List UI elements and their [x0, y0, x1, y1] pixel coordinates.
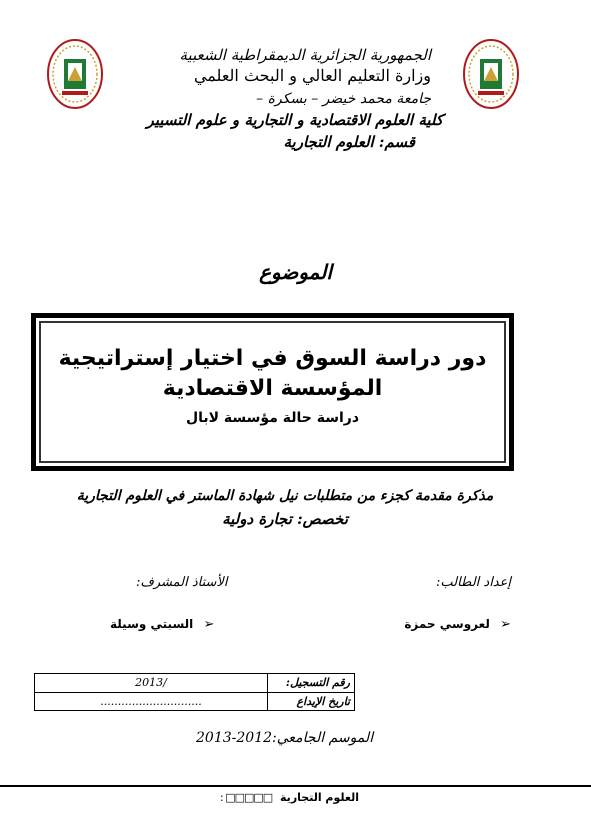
faculty-heading: كلية العلوم الاقتصادية و التجارية و علوم التسيير	[146, 111, 443, 129]
registration-table	[34, 673, 355, 711]
academic-season: الموسم الجامعي:2012-2013	[196, 730, 374, 746]
footer-divider	[0, 785, 591, 787]
registration-number-value: 2013/	[35, 674, 268, 693]
footer-placeholder-boxes: □□□□□ :	[220, 791, 273, 804]
supervisor-name-row	[110, 617, 214, 632]
thesis-title-box	[31, 313, 514, 471]
thesis-title-line1: دور دراسة السوق في اختيار إستراتيجية	[58, 346, 487, 371]
department-heading: قسم: العلوم التجارية	[283, 133, 415, 151]
table-row	[35, 674, 355, 693]
university-heading: جامعة محمد خيضر – بسكرة –	[256, 91, 431, 107]
university-logo-left	[46, 37, 104, 111]
specialty-line: تخصص: تجارة دولية	[222, 510, 348, 528]
prepared-by-label: إعداد الطالب:	[435, 575, 511, 590]
supervisor-name: السبتي وسيلة	[110, 617, 194, 631]
thesis-title-line2: المؤسسة الاقتصادية	[162, 376, 383, 401]
university-logo-right	[462, 37, 520, 111]
page-footer	[220, 791, 359, 804]
arrow-bullet-icon: ➢	[203, 617, 215, 632]
ministry-heading: وزارة التعليم العالي و البحث العلمي	[193, 66, 431, 85]
student-name: لعروسي حمزة	[404, 617, 490, 631]
table-row	[35, 692, 355, 711]
supervisor-label: الأستاذ المشرف:	[136, 575, 228, 590]
student-name-row	[404, 617, 511, 632]
registration-number-label: رقم التسجيل:	[268, 674, 355, 693]
arrow-bullet-icon: ➢	[500, 617, 511, 632]
deposit-date-label: تاريخ الإيداع	[268, 692, 355, 711]
subject-label: الموضوع	[259, 260, 332, 284]
memo-description: مذكرة مقدمة كجزء من متطلبات نيل شهادة الماستر في العلوم التجارية	[76, 488, 494, 504]
republic-heading: الجمهورية الجزائرية الديمقراطية الشعبية	[179, 46, 431, 64]
deposit-date-value: .............................	[35, 692, 268, 711]
thesis-case-study: دراسة حالة مؤسسة لابال	[185, 410, 360, 426]
footer-text: العلوم التجارية	[280, 791, 359, 804]
